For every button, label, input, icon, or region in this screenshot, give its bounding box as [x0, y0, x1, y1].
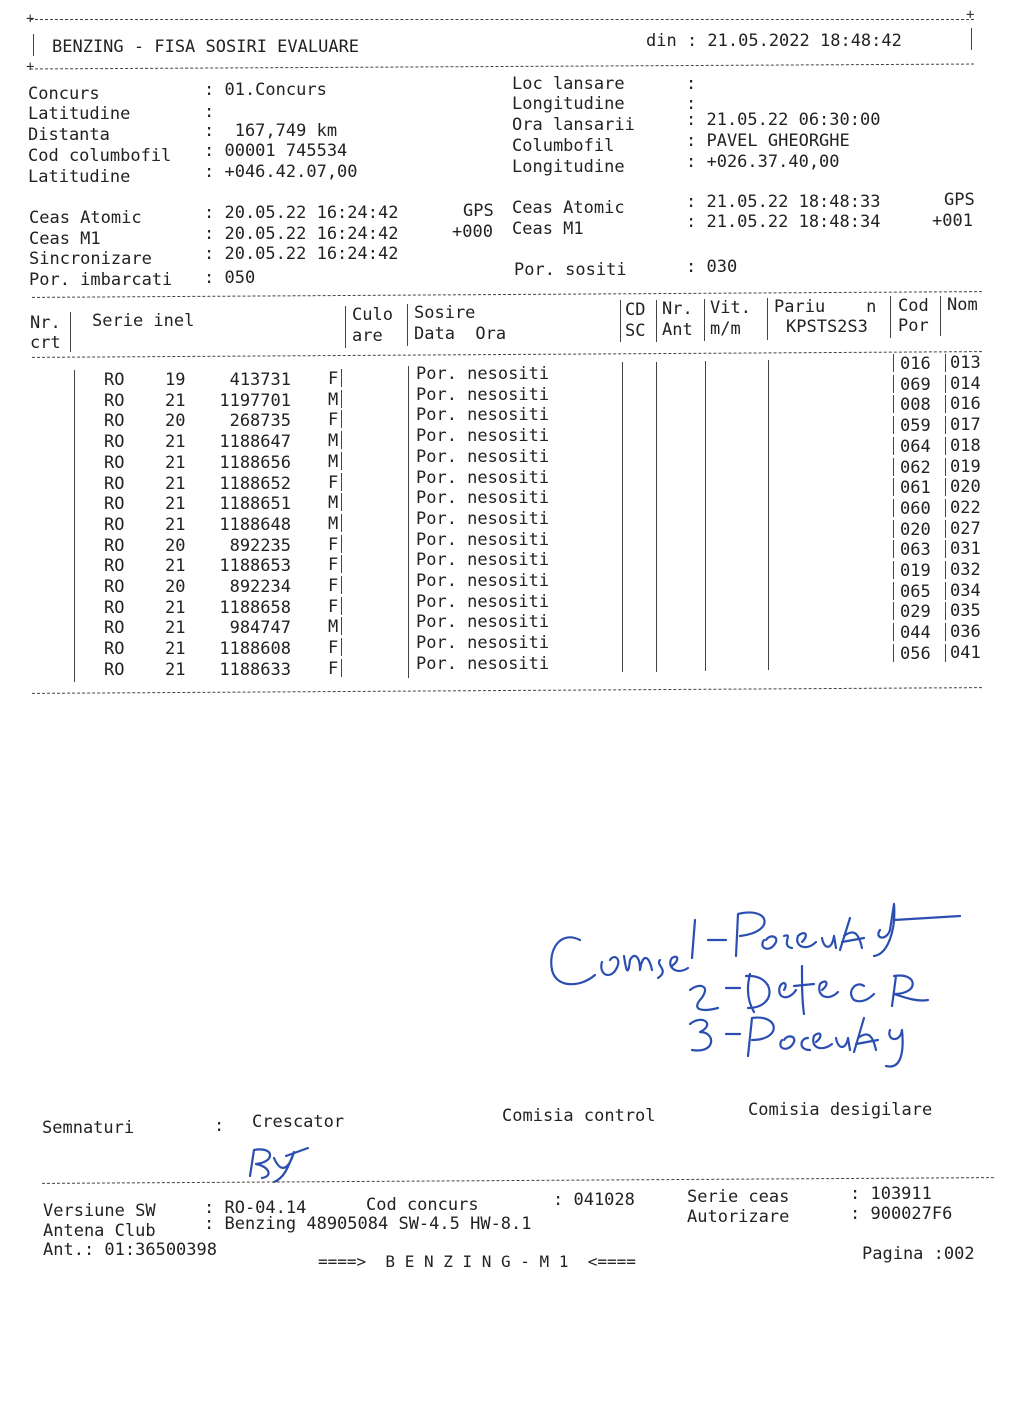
ring-country-cell: RO [104, 473, 125, 494]
cell-separator [893, 458, 894, 476]
sex-cell: F [328, 410, 339, 431]
table-bottom-rule [32, 687, 982, 694]
col-header-data-ora: Data Ora [414, 324, 507, 344]
col-header-are: are [352, 326, 383, 346]
header-right-border [971, 28, 972, 50]
cell-separator [893, 416, 894, 434]
info-label: Distanta [28, 125, 110, 145]
nom-cell: 031 [950, 539, 981, 560]
nom-cell: 041 [950, 642, 981, 663]
clock-label: Por. imbarcati [29, 270, 173, 290]
info-label: Concurs [28, 84, 100, 104]
ring-number-cell: 1188647 [219, 432, 291, 453]
sex-cell: M [328, 513, 339, 534]
info-value: : [204, 102, 215, 122]
cell-separator [945, 354, 946, 372]
cell-separator [893, 520, 894, 538]
signatures-colon: : [214, 1116, 225, 1136]
clock-label: Ceas M1 [29, 229, 101, 249]
cell-separator [893, 602, 894, 620]
cell-separator [341, 452, 342, 470]
clock-suffix: +000 [452, 222, 493, 242]
clock-value: : 030 [686, 257, 738, 277]
nom-cell: 022 [950, 497, 981, 518]
sex-cell: M [328, 493, 339, 514]
clock-label: Ceas Atomic [29, 208, 142, 228]
nom-cell: 020 [950, 477, 981, 498]
col-header-nom: Nom [947, 295, 978, 315]
info-label: Cod columbofil [28, 146, 172, 166]
arrival-cell: Por. nesositi [416, 384, 550, 405]
cod-por-cell: 060 [900, 498, 931, 519]
footer-cod-concurs-label: Cod concurs [366, 1195, 479, 1215]
ring-year-cell: 19 [165, 370, 186, 390]
header-left-border [33, 34, 34, 56]
cell-separator [893, 561, 894, 579]
ring-country-cell: RO [104, 411, 125, 432]
col-separator [345, 306, 346, 348]
clock-value: : 21.05.22 18:48:34 [686, 212, 881, 232]
col-header-cod: Cod [898, 296, 929, 316]
clock-label: Por. sositi [514, 260, 627, 280]
sex-cell: M [328, 617, 339, 638]
col-header-mm: m/m [710, 319, 741, 339]
cell-separator [341, 597, 342, 615]
info-value: : PAVEL GHEORGHE [686, 131, 850, 151]
ring-number-cell: 1188656 [219, 452, 291, 473]
col-header-crt: crt [30, 333, 61, 353]
crescator-signature-drawing [244, 1142, 314, 1184]
col-header-sosire: Sosire [414, 303, 476, 323]
corner-mark: + [966, 7, 975, 23]
ring-number-cell: 892235 [229, 535, 291, 556]
cod-por-cell: 044 [900, 623, 931, 644]
footer-serie-ceas-value: : 103911 [850, 1184, 932, 1204]
col-separator [620, 300, 621, 342]
header-top-rule [30, 19, 974, 20]
cell-separator [945, 375, 946, 393]
col-header-culo: Culo [352, 305, 393, 325]
arrival-cell: Por. nesositi [416, 550, 550, 571]
ring-country-cell: RO [104, 659, 125, 680]
info-label: Longitudine [512, 157, 625, 177]
signatures-label: Semnaturi [42, 1118, 135, 1138]
ring-number-cell: 1188653 [219, 556, 291, 577]
info-value: : [686, 74, 697, 94]
info-label: Longitudine [512, 94, 625, 114]
nom-cell: 032 [950, 560, 981, 580]
col-header-cd: CD [625, 300, 646, 320]
ring-country-cell: RO [104, 639, 125, 660]
cell-separator [893, 540, 894, 558]
nom-cell: 035 [950, 601, 981, 622]
nom-cell: 013 [950, 353, 981, 373]
footer-cod-concurs-value: : 041028 [553, 1190, 635, 1210]
ring-year-cell: 21 [165, 390, 186, 411]
clock-suffix: +001 [932, 211, 973, 231]
sex-cell: M [328, 451, 339, 472]
info-label: Latitudine [28, 167, 131, 187]
cell-separator [893, 354, 894, 372]
ring-country-cell: RO [104, 432, 125, 453]
nom-cell: 027 [950, 518, 981, 539]
report-datetime: din : 21.05.2022 18:48:42 [646, 31, 902, 51]
col-separator [656, 300, 657, 342]
cod-por-cell: 056 [900, 643, 931, 664]
cell-separator [893, 375, 894, 393]
ring-country-cell: RO [104, 577, 125, 597]
ring-year-cell: 21 [165, 473, 186, 494]
ring-number-cell: 1197701 [219, 390, 291, 411]
ring-country-cell: RO [104, 597, 125, 618]
cell-separator [341, 493, 342, 511]
info-value: : 21.05.22 06:30:00 [686, 110, 881, 130]
arrival-cell: Por. nesositi [416, 571, 550, 591]
footer-top-rule [42, 1177, 994, 1184]
cod-por-cell: 008 [900, 395, 931, 416]
cell-separator [893, 644, 894, 662]
clock-value: : 20.05.22 16:24:42 [204, 203, 399, 223]
ring-year-cell: 21 [165, 659, 186, 680]
footer-ant-line: Ant.: 01:36500398 [43, 1240, 217, 1260]
cod-por-cell: 062 [900, 457, 931, 478]
col-header-nr2: Nr. [662, 299, 693, 319]
clock-suffix: GPS [944, 190, 975, 210]
nom-cell: 034 [950, 580, 981, 601]
sex-cell: M [328, 431, 339, 452]
ring-year-cell: 21 [165, 597, 186, 618]
nom-cell: 036 [950, 622, 981, 643]
cell-separator [945, 520, 946, 538]
clock-suffix: GPS [463, 201, 494, 221]
arrival-cell: Por. nesositi [416, 426, 550, 447]
arrival-cell: Por. nesositi [416, 653, 550, 674]
info-label: Loc lansare [512, 74, 625, 94]
col-separator [704, 299, 705, 341]
ring-year-cell: 20 [165, 577, 186, 597]
signature-comisia-control-label: Comisia control [502, 1106, 656, 1126]
ring-number-cell: 1188651 [219, 494, 291, 515]
col-header-ant: Ant [662, 320, 693, 340]
sex-cell: F [328, 555, 339, 576]
ring-number-cell: 1188633 [219, 659, 291, 680]
arrival-cell: Por. nesositi [416, 612, 550, 633]
cell-separator [893, 499, 894, 517]
cell-separator [341, 431, 342, 449]
ring-year-cell: 21 [165, 452, 186, 473]
ring-country-cell: RO [104, 452, 125, 473]
clock-value: : 050 [204, 268, 256, 288]
ring-year-cell: 21 [165, 639, 186, 660]
cod-por-cell: 061 [900, 478, 931, 499]
info-value: : 00001 745534 [204, 141, 348, 161]
ring-country-cell: RO [104, 514, 125, 535]
corner-mark: + [26, 11, 35, 27]
col-separator [890, 296, 891, 338]
ring-number-cell: 1188608 [219, 639, 291, 660]
info-value: : 01.Concurs [204, 80, 327, 100]
nom-cell: 016 [950, 394, 981, 415]
cell-separator [341, 535, 342, 553]
signature-crescator-label: Crescator [252, 1112, 345, 1132]
sex-cell: F [328, 369, 339, 389]
sex-cell: M [328, 389, 339, 410]
info-label: Ora lansarii [512, 115, 635, 135]
ring-year-cell: 21 [165, 556, 186, 577]
footer-autorizare-label: Autorizare [687, 1207, 790, 1227]
cell-separator [341, 473, 342, 491]
cell-separator [945, 478, 946, 496]
ring-country-cell: RO [104, 390, 125, 411]
cell-separator [945, 395, 946, 413]
handwritten-note-drawing [540, 890, 980, 1090]
sex-cell: F [328, 658, 339, 679]
cod-por-cell: 069 [900, 374, 931, 395]
cell-separator [945, 540, 946, 558]
cell-separator [945, 623, 946, 641]
cell-separator [341, 576, 342, 594]
arrival-cell: Por. nesositi [416, 467, 550, 488]
nom-cell: 018 [950, 435, 981, 456]
ring-year-cell: 21 [165, 618, 186, 639]
cell-separator [341, 638, 342, 656]
footer-pagina: Pagina :002 [862, 1244, 975, 1264]
sex-cell: F [328, 534, 339, 555]
report-title: BENZING - FISA SOSIRI EVALUARE [52, 37, 360, 57]
cell-separator [341, 514, 342, 532]
ring-number-cell: 1188652 [219, 473, 291, 494]
col-header-por: Por [898, 316, 929, 336]
ring-year-cell: 20 [165, 411, 186, 432]
cell-separator [341, 617, 342, 635]
arrival-cell: Por. nesositi [416, 591, 550, 612]
clock-value: : 21.05.22 18:48:33 [686, 192, 881, 212]
cell-separator [893, 395, 894, 413]
cell-separator [945, 602, 946, 620]
ring-country-cell: RO [104, 494, 125, 515]
cell-separator [945, 416, 946, 434]
cell-separator [893, 478, 894, 496]
arrival-cell: Por. nesositi [416, 446, 550, 467]
cell-separator [945, 644, 946, 662]
footer-serie-ceas-label: Serie ceas [687, 1187, 790, 1207]
cod-por-cell: 063 [900, 540, 931, 561]
ring-number-cell: 268735 [229, 411, 291, 432]
col-header-nr: Nr. [30, 313, 61, 333]
cell-separator [945, 437, 946, 455]
signature-comisia-desigilare-label: Comisia desigilare [748, 1100, 933, 1120]
cell-separator [893, 623, 894, 641]
ring-year-cell: 21 [165, 514, 186, 535]
cod-por-cell: 029 [900, 602, 931, 623]
ring-year-cell: 21 [165, 494, 186, 515]
cod-por-cell: 064 [900, 436, 931, 457]
cell-separator [341, 555, 342, 573]
header-bottom-rule [30, 64, 974, 70]
col-separator [70, 312, 71, 352]
arrival-cell: Por. nesositi [416, 633, 550, 654]
col-separator [767, 298, 768, 340]
footer-versiune-value: : RO-04.14 [204, 1198, 307, 1218]
nom-cell: 019 [950, 456, 981, 477]
footer-antena-label: Antena Club [43, 1221, 156, 1241]
arrival-cell: Por. nesositi [416, 405, 550, 426]
cell-separator [945, 499, 946, 517]
sex-cell: F [328, 638, 339, 659]
cell-separator [893, 437, 894, 455]
cell-separator [945, 561, 946, 579]
ring-year-cell: 20 [165, 535, 186, 556]
info-value: : [686, 94, 697, 114]
footer-autorizare-value: : 900027F6 [850, 1204, 953, 1224]
footer-brand: ====> B E N Z I N G - M 1 <==== [318, 1252, 636, 1271]
arrival-cell: Por. nesositi [416, 508, 550, 529]
cell-separator [341, 659, 342, 677]
cod-por-cell: 065 [900, 581, 931, 602]
ring-country-cell: RO [104, 370, 125, 390]
ring-number-cell: 984747 [229, 618, 291, 639]
cell-separator [341, 390, 342, 408]
clock-label: Ceas M1 [512, 219, 584, 239]
col-header-sc: SC [625, 321, 646, 341]
cell-separator [893, 582, 894, 600]
cell-separator [341, 369, 342, 387]
cod-por-cell: 019 [900, 561, 931, 581]
cell-separator [341, 410, 342, 428]
nom-cell: 017 [950, 415, 981, 436]
arrival-cell: Por. nesositi [416, 488, 550, 509]
table-header-bottom-rule [32, 351, 982, 358]
clock-label: Ceas Atomic [512, 198, 625, 218]
col-header-serie: Serie inel [92, 311, 195, 331]
col-header-vit: Vit. [710, 298, 751, 318]
sex-cell: F [328, 596, 339, 617]
col-header-pariu: Pariu n [774, 297, 877, 317]
sex-cell: F [328, 576, 339, 596]
nom-cell: 014 [950, 373, 981, 394]
col-separator [407, 304, 408, 346]
corner-mark: + [26, 59, 35, 75]
footer-antena-value: : Benzing 48905084 SW-4.5 HW-8.1 [204, 1214, 532, 1234]
ring-number-cell: 1188658 [219, 597, 291, 618]
info-value: : +046.42.07,00 [204, 162, 358, 182]
ring-country-cell: RO [104, 618, 125, 639]
arrival-cell: Por. nesositi [416, 529, 550, 550]
clock-value: : 20.05.22 16:24:42 [204, 244, 399, 264]
col-separator [940, 296, 941, 336]
cod-por-cell: 059 [900, 416, 931, 437]
cell-separator [945, 458, 946, 476]
clock-label: Sincronizare [29, 249, 152, 269]
info-label: Latitudine [28, 104, 131, 124]
ring-number-cell: 1188648 [219, 514, 291, 535]
sex-cell: F [328, 472, 339, 493]
info-label: Columbofil [512, 136, 615, 156]
info-value: : 167,749 km [204, 121, 338, 141]
info-value: : +026.37.40,00 [686, 152, 840, 172]
arrival-cell: Por. nesositi [416, 364, 550, 384]
footer-versiune-label: Versiune SW [43, 1201, 156, 1221]
col-header-kpsts: KPSTS2S3 [786, 317, 868, 337]
ring-number-cell: 892234 [229, 577, 291, 597]
ring-country-cell: RO [104, 556, 125, 577]
cell-separator [945, 582, 946, 600]
ring-country-cell: RO [104, 535, 125, 556]
ring-year-cell: 21 [165, 432, 186, 453]
ring-number-cell: 413731 [229, 370, 291, 390]
cod-por-cell: 020 [900, 519, 931, 540]
clock-value: : 20.05.22 16:24:42 [204, 224, 399, 244]
cod-por-cell: 016 [900, 354, 931, 374]
